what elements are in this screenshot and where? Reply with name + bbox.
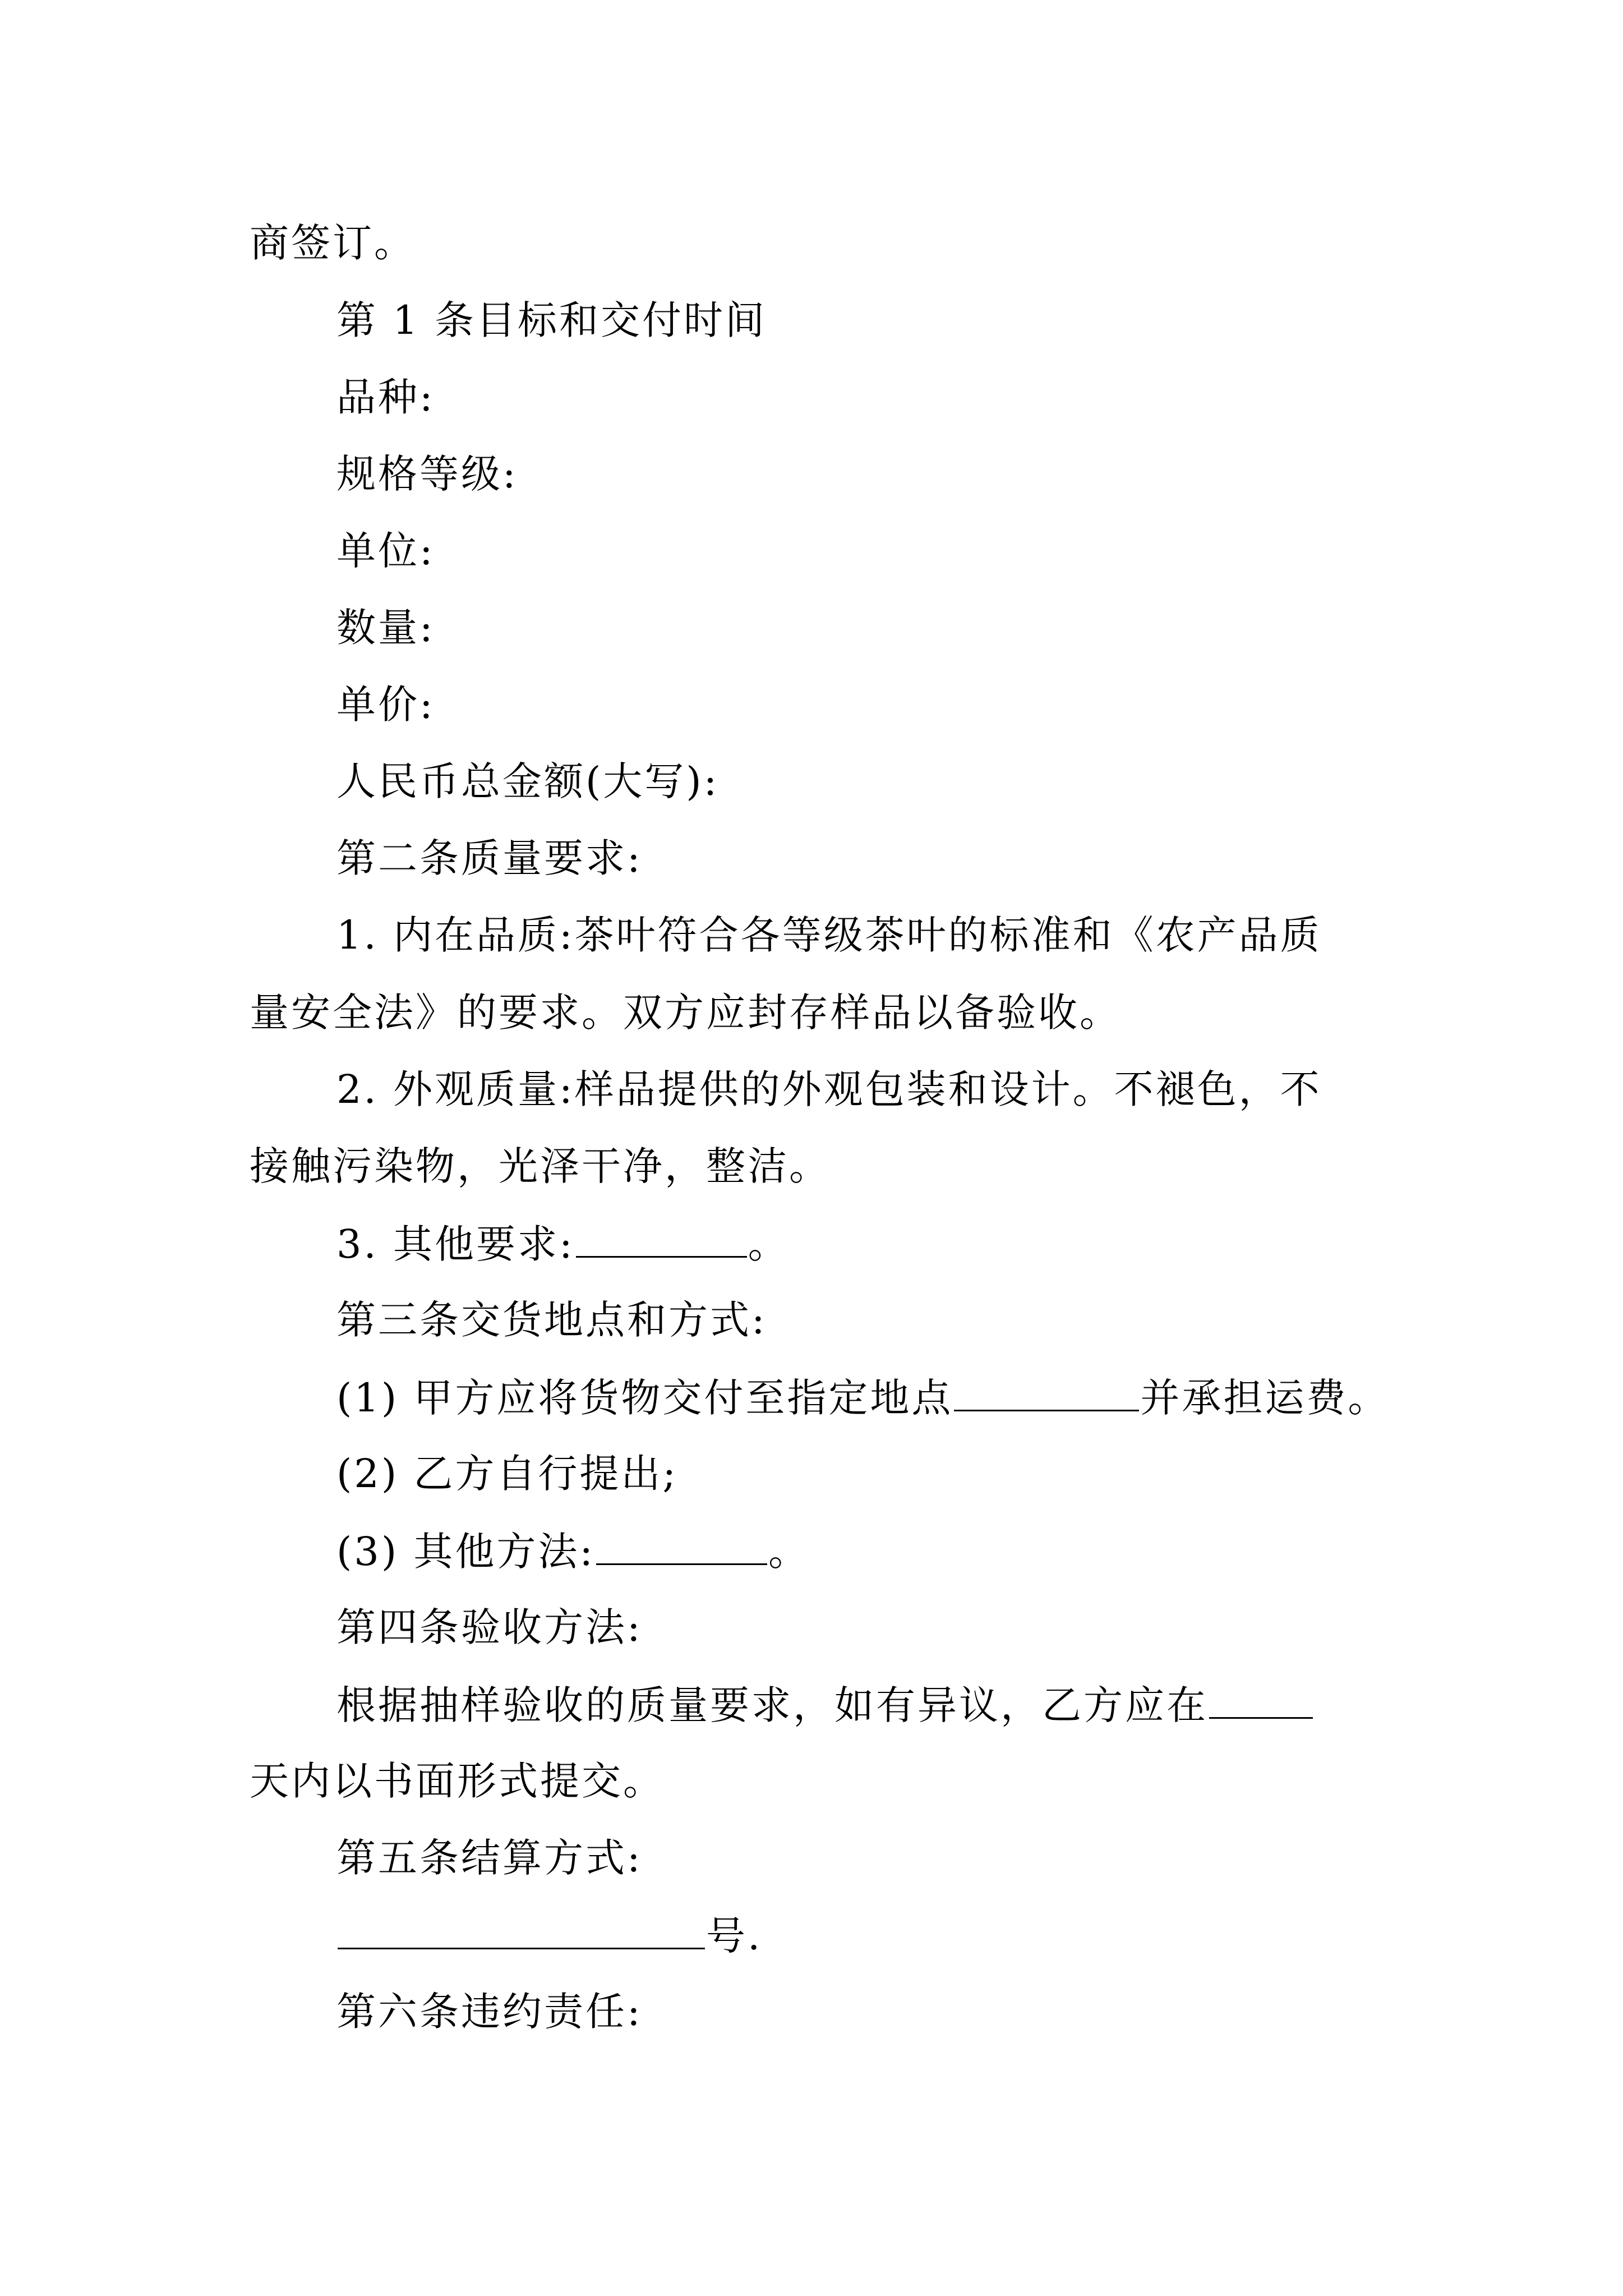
field-unit-price: 单价: — [336, 682, 435, 728]
field-spec-grade: 规格等级: — [336, 451, 518, 497]
fill-blank — [954, 1377, 1139, 1411]
article-1-heading: 第 1 条目标和交付时间 — [336, 297, 767, 343]
text-line-continuation: 商签订。 — [250, 220, 416, 266]
fill-blank — [338, 1915, 705, 1949]
field-total-amount: 人民币总金额(大写): — [336, 758, 720, 804]
fill-blank — [596, 1531, 767, 1565]
delivery-option-3: (3) 其他方法: 。 — [336, 1529, 810, 1575]
delivery-option-2: (2) 乙方自行提出; — [336, 1451, 678, 1497]
article-3-heading: 第三条交货地点和方式: — [336, 1297, 767, 1343]
fill-blank — [576, 1223, 747, 1258]
quality-item-1-cont: 量安全法》的要求。双方应封存样品以备验收。 — [250, 990, 1121, 1036]
article-5-heading: 第五条结算方式: — [336, 1835, 643, 1881]
field-variety: 品种: — [336, 374, 435, 420]
field-quantity: 数量: — [336, 605, 435, 651]
field-unit: 单位: — [336, 528, 435, 574]
settlement-account-line: 号. — [336, 1915, 762, 1955]
fill-blank — [1209, 1685, 1313, 1719]
article-6-heading: 第六条违约责任: — [336, 1989, 643, 2035]
quality-item-1: 1. 内在品质:茶叶符合各等级茶叶的标准和《农产品质 — [336, 912, 1322, 958]
quality-item-2: 2. 外观质量:样品提供的外观包装和设计。不褪色，不 — [336, 1066, 1322, 1112]
quality-item-2-cont: 接触污染物，光泽干净，整洁。 — [250, 1143, 831, 1189]
acceptance-text: 根据抽样验收的质量要求，如有异议，乙方应在 — [336, 1685, 1314, 1725]
article-4-heading: 第四条验收方法: — [336, 1604, 643, 1650]
article-2-heading: 第二条质量要求: — [336, 835, 643, 881]
quality-item-3: 3. 其他要求: 。 — [336, 1221, 790, 1267]
delivery-option-1: (1) 甲方应将货物交付至指定地点 并承担运费。 — [336, 1375, 1390, 1421]
acceptance-text-cont: 天内以书面形式提交。 — [250, 1758, 665, 1804]
